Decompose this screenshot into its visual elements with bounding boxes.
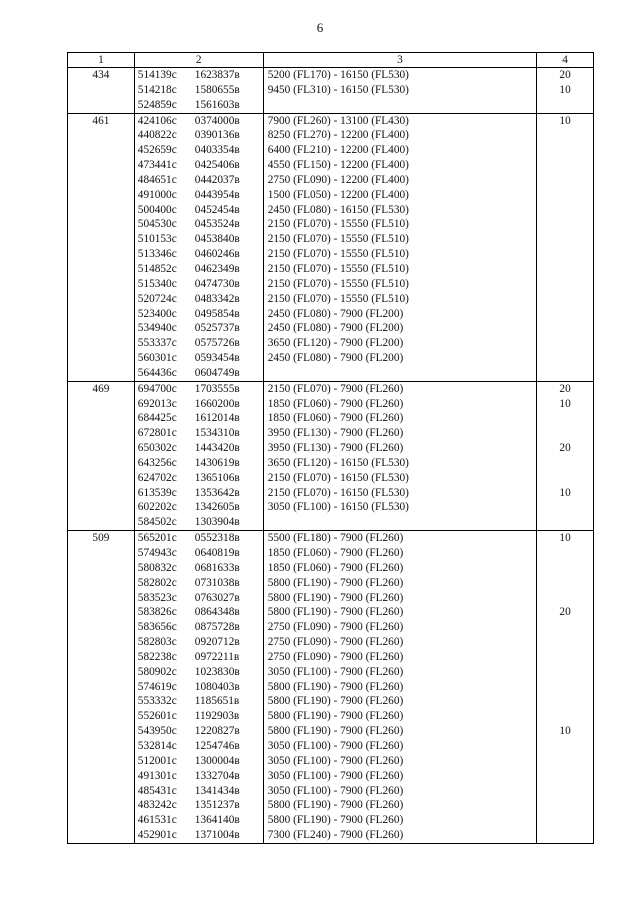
longitude: 1351237в	[194, 799, 240, 812]
latitude: 473441с	[137, 159, 177, 172]
value	[537, 143, 593, 158]
value	[537, 426, 593, 441]
table-row	[68, 113, 594, 381]
level-range: 5200 (FL170) - 16150 (FL530)	[267, 69, 409, 81]
value	[537, 321, 593, 336]
longitude: 1300004в	[194, 754, 240, 767]
value	[537, 798, 593, 813]
longitude: 1192903в	[194, 710, 240, 723]
value	[537, 500, 593, 515]
latitude: 524859с	[137, 98, 177, 111]
value	[537, 471, 593, 486]
level-range: 9450 (FL310) - 16150 (FL530)	[267, 83, 409, 96]
value: 10	[559, 114, 571, 127]
latitude: 613539с	[137, 486, 177, 499]
latitude: 583826с	[137, 606, 177, 619]
longitude: 1612014в	[194, 412, 240, 425]
latitude: 694700с	[137, 382, 177, 395]
latitude: 514139с	[137, 69, 177, 81]
table-row	[68, 531, 594, 844]
value	[537, 680, 593, 695]
level-range: 5800 (FL190) - 7900 (FL260)	[267, 725, 404, 738]
level-range: 5800 (FL190) - 7900 (FL260)	[267, 814, 404, 827]
latitude: 452659с	[137, 144, 177, 157]
level-range: 3650 (FL120) - 7900 (FL200)	[267, 337, 404, 350]
level-range: 5800 (FL190) - 7900 (FL260)	[267, 591, 404, 604]
latitude: 485431с	[137, 784, 177, 797]
levels-cell	[263, 531, 536, 844]
latitude: 684425с	[137, 412, 177, 425]
level-range: 5800 (FL190) - 7900 (FL260)	[267, 799, 404, 812]
value	[537, 217, 593, 232]
level-range: 1500 (FL050) - 12200 (FL400)	[267, 188, 409, 201]
coordinates-cell	[134, 68, 263, 114]
level-range: 2150 (FL070) - 15550 (FL510)	[267, 233, 409, 246]
longitude: 1430619в	[194, 456, 240, 469]
coordinate-line	[135, 724, 263, 739]
coordinate-line	[135, 426, 263, 441]
latitude: 483242с	[137, 799, 177, 812]
level-range	[264, 515, 536, 530]
level-range: 3950 (FL130) - 7900 (FL260)	[267, 427, 404, 440]
value	[537, 828, 593, 843]
latitude: 461531с	[137, 814, 177, 827]
coordinate-line	[135, 188, 263, 203]
longitude: 0972211в	[194, 650, 240, 663]
level-range: 5800 (FL190) - 7900 (FL260)	[267, 576, 404, 589]
longitude: 1443420в	[194, 442, 240, 455]
coordinate-line	[135, 680, 263, 695]
latitude: 510153с	[137, 233, 177, 246]
level-range: 8250 (FL270) - 12200 (FL400)	[267, 129, 409, 142]
longitude: 1561603в	[194, 98, 240, 111]
value: 10	[559, 532, 571, 545]
value	[537, 203, 593, 218]
group-number: 509	[68, 531, 135, 844]
longitude: 1342605в	[194, 501, 240, 514]
coordinate-line	[135, 247, 263, 262]
coordinate-line	[135, 709, 263, 724]
coordinate-line	[135, 397, 263, 412]
level-range: 5800 (FL190) - 7900 (FL260)	[267, 710, 404, 723]
coordinate-line	[135, 307, 263, 322]
header-row	[68, 53, 594, 68]
levels-cell	[263, 113, 536, 381]
longitude: 0443954в	[194, 188, 240, 201]
value	[537, 158, 593, 173]
header-col-4: 4	[537, 53, 594, 68]
level-range	[264, 98, 536, 113]
value	[537, 561, 593, 576]
coordinate-line	[135, 591, 263, 606]
coordinate-line	[135, 605, 263, 620]
header-col-1: 1	[68, 53, 135, 68]
coordinate-line	[135, 83, 263, 98]
longitude: 1332704в	[194, 769, 240, 782]
latitude: 574619с	[137, 680, 177, 693]
value: 20	[559, 69, 571, 81]
coordinate-line	[135, 500, 263, 515]
value	[537, 247, 593, 262]
value	[537, 769, 593, 784]
latitude: 624702с	[137, 471, 177, 484]
level-range: 3050 (FL100) - 7900 (FL260)	[267, 665, 404, 678]
latitude: 452901с	[137, 829, 177, 842]
group-number: 469	[68, 381, 135, 530]
value	[537, 694, 593, 709]
longitude: 1703555в	[194, 382, 240, 395]
longitude: 0453840в	[194, 233, 240, 246]
coordinate-line	[135, 546, 263, 561]
coordinate-line	[135, 694, 263, 709]
coordinate-line	[135, 620, 263, 635]
value: 20	[559, 606, 571, 619]
coordinate-line	[135, 68, 263, 83]
latitude: 650302с	[137, 442, 177, 455]
level-range: 2750 (FL090) - 12200 (FL400)	[267, 173, 409, 186]
levels-cell	[263, 68, 536, 114]
longitude: 1623837в	[194, 69, 240, 81]
header-col-3: 3	[263, 53, 536, 68]
value	[537, 262, 593, 277]
level-range: 2450 (FL080) - 7900 (FL200)	[267, 322, 404, 335]
value: 10	[559, 397, 571, 410]
coordinate-line	[135, 561, 263, 576]
longitude: 0425406в	[194, 159, 240, 172]
value: 10	[559, 83, 571, 96]
level-range: 2750 (FL090) - 7900 (FL260)	[267, 636, 404, 649]
latitude: 692013с	[137, 397, 177, 410]
value	[537, 515, 593, 530]
longitude: 1341434в	[194, 784, 240, 797]
latitude: 520724с	[137, 292, 177, 305]
longitude: 1254746в	[194, 739, 240, 752]
coordinates-cell	[134, 381, 263, 530]
longitude: 0442037в	[194, 173, 240, 186]
latitude: 582802с	[137, 576, 177, 589]
level-range: 2450 (FL080) - 7900 (FL200)	[267, 307, 404, 320]
page-number: 6	[316, 20, 324, 35]
level-range: 2750 (FL090) - 7900 (FL260)	[267, 621, 404, 634]
group-number: 461	[68, 113, 135, 381]
value: 10	[559, 486, 571, 499]
value	[537, 188, 593, 203]
coordinate-line	[135, 98, 263, 113]
values-cell	[537, 113, 594, 381]
level-range: 2150 (FL070) - 16150 (FL530)	[267, 486, 409, 499]
coordinate-line	[135, 382, 263, 397]
longitude: 0575726в	[194, 337, 240, 350]
latitude: 582238с	[137, 650, 177, 663]
table-row	[68, 68, 594, 114]
level-range: 7300 (FL240) - 7900 (FL260)	[267, 829, 404, 842]
latitude: 504530с	[137, 218, 177, 231]
coordinates-cell	[134, 531, 263, 844]
longitude: 0374000в	[194, 114, 240, 127]
longitude: 0483342в	[194, 292, 240, 305]
coordinate-line	[135, 441, 263, 456]
longitude: 0640819в	[194, 547, 240, 559]
level-range: 2150 (FL070) - 15550 (FL510)	[267, 277, 409, 290]
coordinate-line	[135, 321, 263, 336]
value	[537, 650, 593, 665]
value	[537, 98, 593, 113]
latitude: 512001с	[137, 754, 177, 767]
longitude: 1023830в	[194, 665, 240, 678]
coordinate-line	[135, 739, 263, 754]
latitude: 553332с	[137, 695, 177, 708]
latitude: 565201с	[137, 532, 177, 545]
table-header	[68, 53, 594, 68]
value	[537, 411, 593, 426]
latitude: 584502с	[137, 516, 177, 529]
level-range: 2150 (FL070) - 15550 (FL510)	[267, 218, 409, 231]
level-range: 3950 (FL130) - 7900 (FL260)	[267, 442, 404, 455]
latitude: 514218с	[137, 83, 177, 96]
level-range: 2150 (FL070) - 16150 (FL530)	[267, 471, 409, 484]
level-range: 1850 (FL060) - 7900 (FL260)	[267, 561, 404, 574]
latitude: 560301с	[137, 352, 177, 365]
coordinate-line	[135, 650, 263, 665]
latitude: 440822с	[137, 129, 177, 142]
latitude: 564436с	[137, 366, 177, 379]
group-number: 434	[68, 68, 135, 114]
level-range: 3050 (FL100) - 7900 (FL260)	[267, 769, 404, 782]
coordinate-line	[135, 232, 263, 247]
header-col-2: 2	[134, 53, 263, 68]
value: 20	[559, 382, 571, 395]
coordinate-line	[135, 531, 263, 546]
longitude: 1185651в	[194, 695, 240, 708]
longitude: 0460246в	[194, 248, 240, 261]
longitude: 0763027в	[194, 591, 240, 604]
latitude: 513346с	[137, 248, 177, 261]
table-body	[68, 68, 594, 844]
latitude: 484651с	[137, 173, 177, 186]
level-range	[264, 366, 536, 381]
coordinate-line	[135, 292, 263, 307]
table-row	[68, 381, 594, 530]
value	[537, 456, 593, 471]
coordinate-line	[135, 665, 263, 680]
longitude: 0593454в	[194, 352, 240, 365]
level-range: 3050 (FL100) - 7900 (FL260)	[267, 739, 404, 752]
longitude: 0525737в	[194, 322, 240, 335]
value	[537, 576, 593, 591]
value	[537, 173, 593, 188]
longitude: 1353642в	[194, 486, 240, 499]
level-range: 5800 (FL190) - 7900 (FL260)	[267, 680, 404, 693]
value	[537, 292, 593, 307]
value	[537, 336, 593, 351]
latitude: 583656с	[137, 621, 177, 634]
latitude: 643256с	[137, 456, 177, 469]
coordinate-line	[135, 158, 263, 173]
longitude: 1080403в	[194, 680, 240, 693]
longitude: 0453524в	[194, 218, 240, 231]
level-range: 2450 (FL080) - 7900 (FL200)	[267, 352, 404, 365]
longitude: 0875728в	[194, 621, 240, 634]
longitude: 1365106в	[194, 471, 240, 484]
level-range: 1850 (FL060) - 7900 (FL260)	[267, 412, 404, 425]
level-range: 7900 (FL260) - 13100 (FL430)	[267, 114, 409, 127]
longitude: 0474730в	[194, 277, 240, 290]
longitude: 0390136в	[194, 129, 240, 142]
value	[537, 709, 593, 724]
latitude: 552601с	[137, 710, 177, 723]
latitude: 514852с	[137, 262, 177, 275]
latitude: 515340с	[137, 277, 177, 290]
level-range: 3650 (FL120) - 16150 (FL530)	[267, 456, 409, 469]
coordinate-line	[135, 635, 263, 650]
coordinate-line	[135, 784, 263, 799]
coordinate-line	[135, 456, 263, 471]
longitude: 0462349в	[194, 262, 240, 275]
value	[537, 366, 593, 381]
coordinate-line	[135, 143, 263, 158]
level-range: 2150 (FL070) - 15550 (FL510)	[267, 262, 409, 275]
longitude: 1220827в	[194, 725, 240, 738]
longitude: 0731038в	[194, 576, 240, 589]
coordinate-line	[135, 262, 263, 277]
level-range: 2150 (FL070) - 15550 (FL510)	[267, 292, 409, 305]
latitude: 491301с	[137, 769, 177, 782]
value	[537, 739, 593, 754]
latitude: 500400с	[137, 203, 177, 216]
latitude: 553337с	[137, 337, 177, 350]
level-range: 3050 (FL100) - 7900 (FL260)	[267, 784, 404, 797]
value	[537, 754, 593, 769]
latitude: 672801с	[137, 427, 177, 440]
value	[537, 277, 593, 292]
value	[537, 232, 593, 247]
level-range: 1850 (FL060) - 7900 (FL260)	[267, 397, 404, 410]
value	[537, 351, 593, 366]
coordinate-line	[135, 769, 263, 784]
longitude: 0495854в	[194, 307, 240, 320]
latitude: 543950с	[137, 725, 177, 738]
coordinate-line	[135, 351, 263, 366]
level-range: 5500 (FL180) - 7900 (FL260)	[267, 532, 404, 545]
value	[537, 665, 593, 680]
latitude: 532814с	[137, 739, 177, 752]
latitude: 523400с	[137, 307, 177, 320]
level-range: 3050 (FL100) - 7900 (FL260)	[267, 754, 404, 767]
values-cell	[537, 381, 594, 530]
coordinate-line	[135, 471, 263, 486]
value	[537, 784, 593, 799]
value: 10	[559, 725, 571, 738]
coordinate-line	[135, 813, 263, 828]
longitude: 1534310в	[194, 427, 240, 440]
latitude: 582803с	[137, 636, 177, 649]
coordinate-line	[135, 828, 263, 843]
value	[537, 307, 593, 322]
latitude: 424106с	[137, 114, 177, 127]
latitude: 602202с	[137, 501, 177, 514]
value: 20	[559, 442, 571, 455]
latitude: 583523с	[137, 591, 177, 604]
value	[537, 591, 593, 606]
longitude: 0920712в	[194, 636, 240, 649]
level-range: 2150 (FL070) - 15550 (FL510)	[267, 248, 409, 261]
level-range: 3050 (FL100) - 16150 (FL530)	[267, 501, 409, 514]
longitude: 0681633в	[194, 561, 240, 574]
coordinate-line	[135, 277, 263, 292]
level-range: 2450 (FL080) - 16150 (FL530)	[267, 203, 409, 216]
level-range: 6400 (FL210) - 12200 (FL400)	[267, 144, 409, 157]
coordinate-line	[135, 114, 263, 129]
coordinate-line	[135, 411, 263, 426]
latitude: 580832с	[137, 561, 177, 574]
values-cell	[537, 68, 594, 114]
longitude: 1364140в	[194, 814, 240, 827]
longitude: 0403354в	[194, 144, 240, 157]
value	[537, 813, 593, 828]
coordinate-line	[135, 128, 263, 143]
data-table	[67, 52, 594, 844]
value	[537, 128, 593, 143]
coordinate-line	[135, 486, 263, 501]
level-range: 1850 (FL060) - 7900 (FL260)	[267, 547, 404, 559]
level-range: 2750 (FL090) - 7900 (FL260)	[267, 650, 404, 663]
coordinates-cell	[134, 113, 263, 381]
latitude: 580902с	[137, 665, 177, 678]
longitude: 1371004в	[194, 829, 240, 842]
longitude: 1660200в	[194, 397, 240, 410]
longitude: 1303904в	[194, 516, 240, 529]
coordinate-line	[135, 576, 263, 591]
values-cell	[537, 531, 594, 844]
coordinate-line	[135, 798, 263, 813]
coordinate-line	[135, 515, 263, 530]
longitude: 0552318в	[194, 532, 240, 545]
coordinate-line	[135, 336, 263, 351]
longitude: 1580655в	[194, 83, 240, 96]
latitude: 534940с	[137, 322, 177, 335]
coordinate-line	[135, 217, 263, 232]
longitude: 0452454в	[194, 203, 240, 216]
longitude: 0864348в	[194, 606, 240, 619]
value	[537, 546, 593, 561]
coordinate-line	[135, 754, 263, 769]
level-range: 4550 (FL150) - 12200 (FL400)	[267, 159, 409, 172]
coordinate-line	[135, 173, 263, 188]
level-range: 2150 (FL070) - 7900 (FL260)	[267, 382, 404, 395]
level-range: 5800 (FL190) - 7900 (FL260)	[267, 695, 404, 708]
latitude: 491000с	[137, 188, 177, 201]
level-range: 5800 (FL190) - 7900 (FL260)	[267, 606, 404, 619]
coordinate-line	[135, 366, 263, 381]
longitude: 0604749в	[194, 366, 240, 379]
levels-cell	[263, 381, 536, 530]
latitude: 574943с	[137, 547, 177, 559]
value	[537, 635, 593, 650]
value	[537, 620, 593, 635]
coordinate-line	[135, 203, 263, 218]
